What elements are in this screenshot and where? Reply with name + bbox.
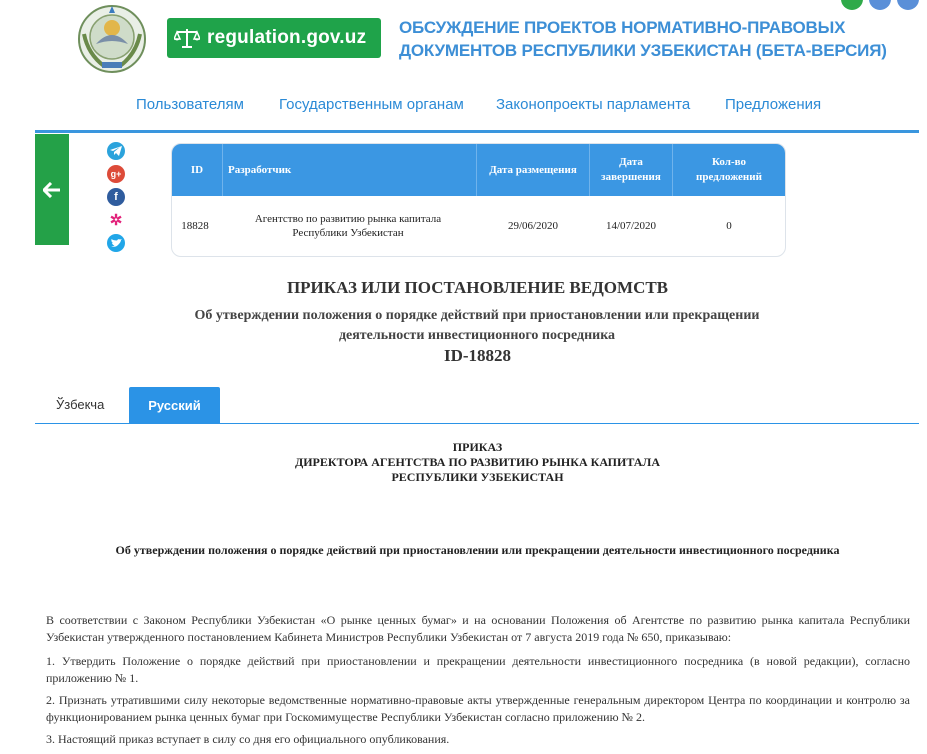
site-logo[interactable] bbox=[167, 18, 381, 58]
th-ends bbox=[590, 144, 672, 196]
twitter-icon[interactable] bbox=[107, 234, 125, 252]
cell-count: 0 bbox=[726, 220, 732, 232]
tab-divider bbox=[35, 423, 919, 424]
document-type: ПРИКАЗ ИЛИ ПОСТАНОВЛЕНИЕ ВЕДОМСТВ bbox=[286, 278, 669, 297]
odnoklassniki-icon[interactable]: ✲ bbox=[107, 211, 125, 229]
telegram-icon[interactable] bbox=[107, 142, 125, 160]
document-subtitle-line1: Об утверждении положения о порядке действий при приостановлении или прекращении bbox=[194, 308, 760, 323]
top-green-button[interactable] bbox=[841, 0, 863, 10]
th-developer: Разработчик bbox=[228, 163, 292, 176]
cell-developer-line2: Республики Узбекистан bbox=[292, 227, 404, 239]
cell-developer bbox=[228, 196, 468, 256]
th-posted: Дата размещения bbox=[489, 163, 577, 176]
facebook-icon[interactable]: f bbox=[107, 188, 125, 206]
th-count-line2: предложений bbox=[696, 171, 762, 183]
top-blue-button-2[interactable] bbox=[897, 0, 919, 10]
back-button[interactable] bbox=[35, 134, 69, 245]
paragraph-1: 1. Утвердить Положение о порядке действий при приостановлении и прекращении деятельности инвестиционного посредника (в новой редакции), согласно приложению № 1. bbox=[46, 654, 910, 685]
th-id: ID bbox=[190, 163, 204, 176]
arrow-left-icon bbox=[43, 182, 61, 198]
order-heading bbox=[0, 440, 927, 485]
paragraph-2: 2. Признать утратившими силу некоторые ведомственные нормативно-правовые акты утвержденные генеральным директором Центра по координации и контролю за функционированием рынка ценных бумаг при Госкомимуществе Республики Узбекистан согласно приложению № 2. bbox=[46, 693, 910, 724]
th-ends-line2: завершения bbox=[601, 171, 661, 183]
cell-posted: 29/06/2020 bbox=[507, 220, 559, 232]
google-plus-icon[interactable]: g+ bbox=[107, 165, 125, 183]
document-id: ID-18828 bbox=[443, 346, 512, 365]
site-title-line1: ОБСУЖДЕНИЕ ПРОЕКТОВ НОРМАТИВНО-ПРАВОВЫХ bbox=[399, 18, 846, 37]
top-buttons bbox=[841, 0, 919, 10]
cell-id: 18828 bbox=[181, 220, 209, 232]
th-count bbox=[673, 144, 785, 196]
scales-icon bbox=[167, 18, 207, 58]
nav-divider bbox=[35, 130, 919, 133]
logo-text: regulation.gov.uz bbox=[207, 27, 367, 48]
order-heading-line2: ДИРЕКТОРА АГЕНТСТВА ПО РАЗВИТИЮ РЫНКА КАПИТАЛА bbox=[294, 455, 661, 469]
nav-government-bodies[interactable]: Государственным органам bbox=[279, 96, 464, 113]
top-blue-button[interactable] bbox=[869, 0, 891, 10]
tab-uzbek[interactable]: Ўзбекча bbox=[56, 397, 105, 412]
document-subtitle bbox=[170, 306, 784, 346]
nav-users[interactable]: Пользователям bbox=[136, 96, 244, 113]
social-share bbox=[107, 142, 127, 257]
state-emblem-icon bbox=[74, 4, 150, 74]
info-table bbox=[171, 143, 786, 257]
site-title bbox=[399, 16, 887, 62]
tab-russian[interactable]: Русский bbox=[129, 387, 220, 423]
main-nav bbox=[0, 96, 927, 118]
order-title: Об утверждении положения о порядке действий при приостановлении или прекращении деятельности инвестиционного посредника bbox=[115, 543, 840, 557]
paragraph-preamble: В соответствии с Законом Республики Узбекистан «О рынке ценных бумаг» и на основании Положения об Агентстве по развитию рынка капитала Республики Узбекистан утвержденного постановлением Кабинета Министров Республики Узбекистан от 7 августа 2019 года № 650, приказываю: bbox=[46, 613, 910, 644]
nav-proposals[interactable]: Предложения bbox=[725, 96, 822, 113]
order-heading-line3: РЕСПУБЛИКИ УЗБЕКИСТАН bbox=[391, 470, 564, 484]
cell-ends: 14/07/2020 bbox=[605, 220, 657, 232]
document-subtitle-line2: деятельности инвестиционного посредника bbox=[338, 328, 616, 343]
cell-developer-line1: Агентство по развитию рынка капитала bbox=[254, 213, 442, 225]
site-title-line2: ДОКУМЕНТОВ РЕСПУБЛИКИ УЗБЕКИСТАН (БЕТА-ВЕРСИЯ) bbox=[399, 41, 887, 60]
info-table-header bbox=[172, 144, 785, 196]
th-count-line1: Кол-во bbox=[712, 156, 746, 168]
th-ends-line1: Дата bbox=[619, 156, 643, 168]
order-heading-line1: ПРИКАЗ bbox=[452, 440, 503, 454]
nav-parliament-bills[interactable]: Законопроекты парламента bbox=[496, 96, 691, 113]
paragraph-3: 3. Настоящий приказ вступает в силу со дня его официального опубликования. bbox=[46, 732, 450, 746]
